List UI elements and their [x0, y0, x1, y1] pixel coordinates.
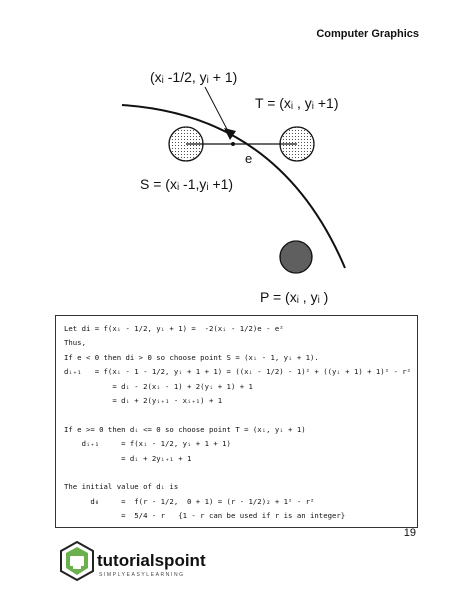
code-box: [55, 315, 418, 528]
code-line: dᵢ₊₁ = f(xᵢ - 1/2, yᵢ + 1 + 1): [64, 439, 231, 449]
page-header-title: Computer Graphics: [316, 28, 419, 40]
logo-tagline: SIMPLYEASYLEARNING: [99, 572, 185, 578]
logo-wordmark: tutorialspoint: [97, 551, 206, 570]
code-line: dᵢ₊₁ = f(xᵢ - 1 - 1/2, yᵢ + 1 + 1) = ((xᵢ - 1/2) - 1)² + ((yᵢ + 1) + 1)² - r²: [64, 367, 412, 377]
code-line: = 5/4 - r {1 - r can be used if r is an integer}: [64, 511, 346, 521]
code-line: d₀ = f(r - 1/2, 0 + 1) = (r - 1/2)₂ + 1² - r²: [64, 496, 315, 506]
code-line: = dᵢ - 2(xᵢ - 1) + 2(yᵢ + 1) + 1: [64, 381, 253, 391]
label-s: S = (xᵢ -1,yᵢ +1): [140, 176, 234, 192]
code-line: = dᵢ + 2(yᵢ₊₁ - xᵢ₊₁) + 1: [64, 395, 223, 405]
label-e: e: [245, 151, 253, 166]
code-line: [64, 466, 409, 480]
code-line: Let di = f(xᵢ - 1/2, yᵢ + 1) = -2(xᵢ - 1/2)e - e²: [64, 324, 284, 333]
label-p: P = (xᵢ , yᵢ ): [260, 289, 329, 305]
code-line: Thus,: [64, 338, 86, 348]
code-line: [64, 408, 409, 422]
code-line: If e >= 0 then dᵢ <= 0 so choose point T = (xᵢ, yᵢ + 1): [64, 424, 306, 434]
tutorialspoint-logo: [55, 538, 215, 588]
midpoint-dot: [231, 142, 235, 146]
label-midpoint: (xᵢ -1/2, yᵢ + 1): [150, 69, 238, 85]
page-number: 19: [403, 527, 416, 539]
code-line: = dᵢ + 2yᵢ₊₁ + 1: [64, 453, 192, 463]
pointer-arrowhead: [224, 128, 236, 140]
pixel-p-circle: [280, 241, 312, 273]
code-line: The initial value of dᵢ is: [64, 482, 179, 492]
label-t: T = (xᵢ , yᵢ +1): [255, 95, 339, 111]
code-line: If e < 0 then di > 0 so choose point S = (xᵢ - 1, yᵢ + 1).: [64, 352, 319, 362]
